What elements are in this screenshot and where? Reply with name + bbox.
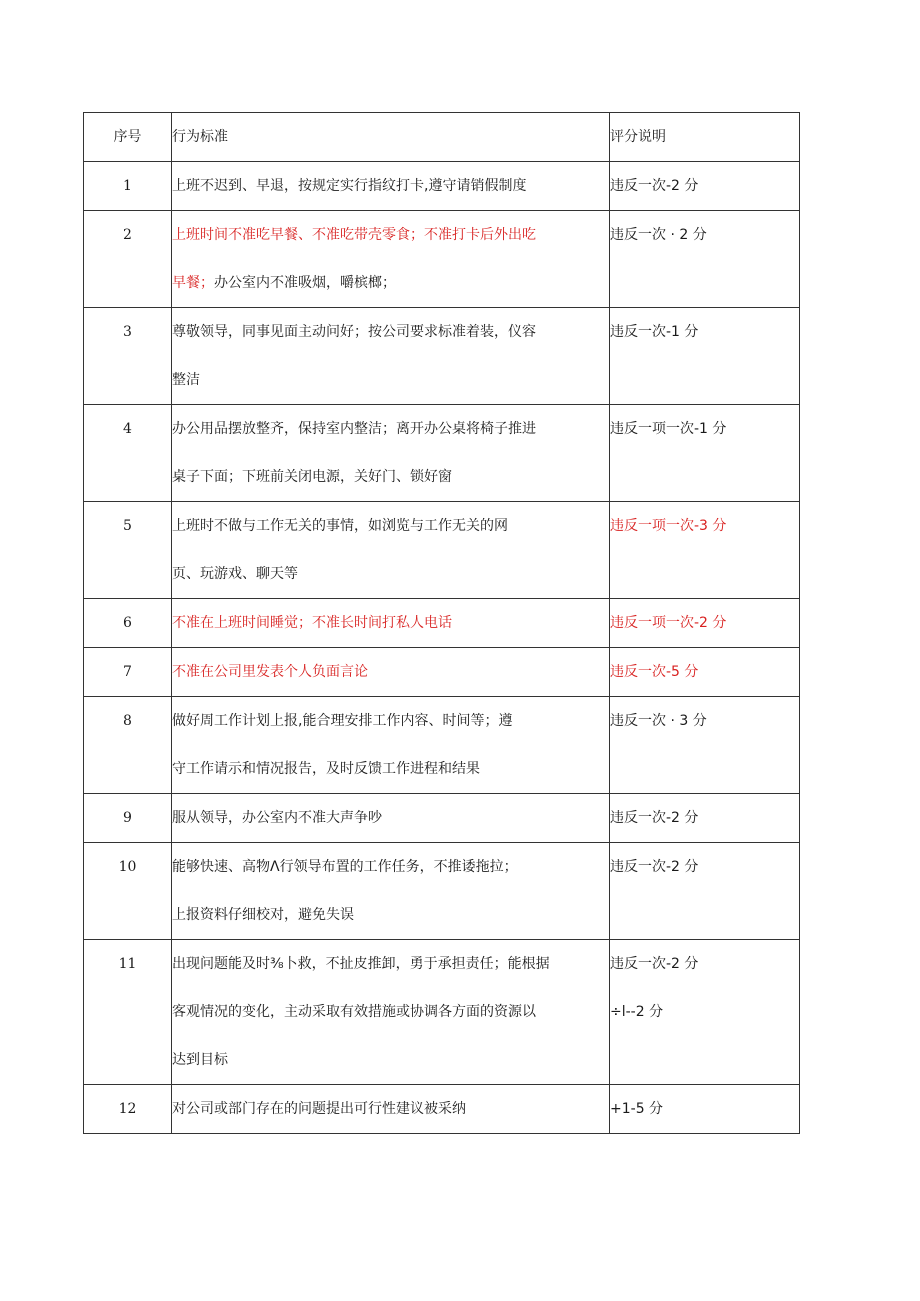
row-standard — [172, 308, 610, 405]
row-standard — [172, 697, 610, 794]
table-row — [84, 648, 800, 697]
row-scoring — [610, 599, 800, 648]
scoring-line: 违反一次-1 分 — [610, 324, 699, 340]
row-number: 3 — [84, 308, 172, 405]
header-standard: 行为标准 — [172, 113, 610, 162]
scoring-line: 违反一次-2 分 — [610, 810, 699, 826]
row-standard — [172, 794, 610, 843]
row-scoring — [610, 308, 800, 405]
standard-line: 对公司或部门存在的问题提出可行性建议被采纳 — [172, 1101, 466, 1117]
standard-line: 达到目标 — [172, 1052, 228, 1068]
row-number: 1 — [84, 162, 172, 211]
row-scoring — [610, 843, 800, 940]
row-scoring — [610, 794, 800, 843]
standard-line: 出现问题能及时⅜卜救，不扯皮推卸，勇于承担责任；能根据 — [172, 956, 550, 972]
row-standard — [172, 648, 610, 697]
row-number: 6 — [84, 599, 172, 648]
table-row — [84, 211, 800, 308]
row-scoring — [610, 697, 800, 794]
row-number: 4 — [84, 405, 172, 502]
scoring-line: 违反一项一次-2 分 — [610, 615, 727, 631]
row-scoring — [610, 940, 800, 1085]
table-row — [84, 599, 800, 648]
row-standard — [172, 162, 610, 211]
table-row — [84, 940, 800, 1085]
standard-line: 上班不迟到、早退，按规定实行指纹打卡,遵守请销假制度 — [172, 178, 527, 194]
standard-line: 整洁 — [172, 372, 200, 388]
row-standard — [172, 405, 610, 502]
standard-line: 守工作请示和情况报告，及时反馈工作进程和结果 — [172, 761, 480, 777]
row-standard — [172, 502, 610, 599]
scoring-line: +1-5 分 — [610, 1101, 664, 1117]
standard-line: 能够快速、高物Λ行领导布置的工作任务，不推诿拖拉； — [172, 859, 518, 875]
row-number: 5 — [84, 502, 172, 599]
table-row — [84, 405, 800, 502]
standard-line: 做好周工作计划上报,能合理安排工作内容、时间等；遵 — [172, 713, 513, 729]
standard-plain-fragment: 办公室内不准吸烟，嚼槟榔； — [214, 275, 396, 291]
standard-line: 服从领导，办公室内不准大声争吵 — [172, 810, 382, 826]
row-scoring — [610, 502, 800, 599]
standard-line: 页、玩游戏、聊天等 — [172, 566, 298, 582]
row-standard — [172, 599, 610, 648]
behavior-standards-table — [83, 112, 800, 1134]
standard-line: 上班时不做与工作无关的事情，如浏览与工作无关的网 — [172, 518, 508, 534]
scoring-line: 违反一次 · 3 分 — [610, 713, 707, 729]
table-row — [84, 843, 800, 940]
row-scoring — [610, 162, 800, 211]
standard-line: 尊敬领导，同事见面主动问好；按公司要求标准着装，仪容 — [172, 324, 536, 340]
standard-line: 办公用品摆放整齐，保持室内整洁；离开办公桌将椅子推进 — [172, 421, 536, 437]
row-number: 2 — [84, 211, 172, 308]
row-standard — [172, 843, 610, 940]
table-header-row — [84, 113, 800, 162]
table-row — [84, 308, 800, 405]
table-row — [84, 502, 800, 599]
scoring-line: 违反一项一次-3 分 — [610, 518, 727, 534]
row-scoring — [610, 1085, 800, 1134]
row-standard — [172, 211, 610, 308]
table-row — [84, 794, 800, 843]
scoring-line: 违反一次-2 分 — [610, 956, 699, 972]
row-scoring — [610, 211, 800, 308]
row-number: 12 — [84, 1085, 172, 1134]
row-number: 9 — [84, 794, 172, 843]
table-row — [84, 1085, 800, 1134]
standard-line: 不准在公司里发表个人负面言论 — [172, 664, 368, 680]
header-number: 序号 — [84, 113, 172, 162]
row-scoring — [610, 405, 800, 502]
standard-line: 客观情况的变化，主动采取有效措施或协调各方面的资源以 — [172, 1004, 536, 1020]
scoring-line: 违反一次 · 2 分 — [610, 227, 707, 243]
scoring-line: 违反一次-5 分 — [610, 664, 699, 680]
scoring-line: 违反一次-2 分 — [610, 178, 699, 194]
standard-line: 上班时间不准吃早餐、不准吃带壳零食；不准打卡后外出吃 — [172, 227, 536, 243]
standard-line: 桌子下面；下班前关闭电源，关好门、锁好窗 — [172, 469, 452, 485]
row-number: 11 — [84, 940, 172, 1085]
row-standard — [172, 940, 610, 1085]
row-number: 10 — [84, 843, 172, 940]
table-row — [84, 697, 800, 794]
row-number: 8 — [84, 697, 172, 794]
standard-line: 不准在上班时间睡觉；不准长时间打私人电话 — [172, 615, 452, 631]
scoring-line: 违反一项一次-1 分 — [610, 421, 727, 437]
row-standard — [172, 1085, 610, 1134]
standard-line: 上报资料仔细校对，避免失误 — [172, 907, 354, 923]
row-number: 7 — [84, 648, 172, 697]
standard-red-fragment: 早餐； — [172, 275, 214, 291]
header-scoring: 评分说明 — [610, 113, 800, 162]
row-scoring — [610, 648, 800, 697]
scoring-line: ÷l--2 分 — [610, 1004, 664, 1020]
scoring-line: 违反一次-2 分 — [610, 859, 699, 875]
standard-line-mixed — [172, 259, 609, 307]
table-row — [84, 162, 800, 211]
